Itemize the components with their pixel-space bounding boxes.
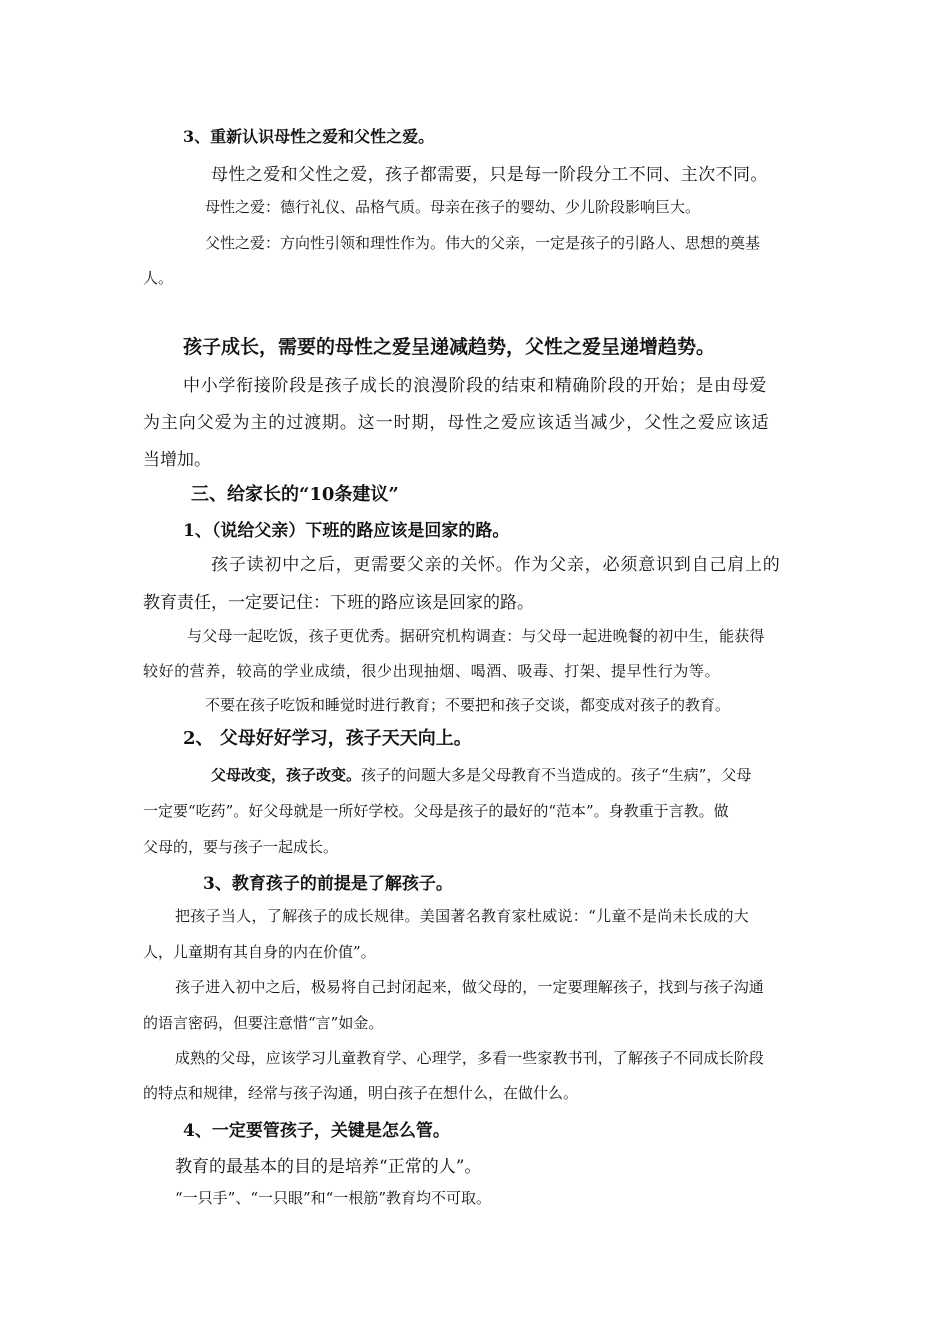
paragraph-love-needs: 母性之爱和父性之爱，孩子都需要，只是每一阶段分工不同、主次不同。 xyxy=(211,165,768,185)
suggestion-1-para3: 不要在孩子吃饭和睡觉时进行教育；不要把和孩子交谈，都变成对孩子的教育。 xyxy=(205,696,731,714)
suggestion-4-heading: 4、一定要管孩子，关键是怎么管。 xyxy=(183,1121,450,1141)
part-3-heading: 三、给家长的“10条建议” xyxy=(191,484,399,505)
suggestion-3-para3-line1: 成熟的父母，应该学习儿童教育学、心理学，多看一些家教书刊，了解孩子不同成长阶段 xyxy=(175,1049,764,1067)
suggestion-3-para3-line2: 的特点和规律，经常与孩子沟通，明白孩子在想什么，在做什么。 xyxy=(143,1084,579,1102)
suggestion-1-para1-line1: 孩子读初中之后，更需要父亲的关怀。作为父亲，必须意识到自己肩上的 xyxy=(211,555,781,575)
suggestion-4-para1: 教育的最基本的目的是培养“正常的人”。 xyxy=(175,1157,482,1177)
suggestion-2-para-line1 xyxy=(211,764,751,785)
paragraph-father-love-line2: 人。 xyxy=(143,269,174,287)
trend-paragraph-line2: 为主向父爱为主的过渡期。这一时期，母性之爱应该适当减少，父性之爱应该适 xyxy=(143,413,770,433)
trend-heading: 孩子成长，需要的母性之爱呈递减趋势，父性之爱呈递增趋势。 xyxy=(183,336,716,358)
suggestion-2-bold-lead: 父母改变，孩子改变。 xyxy=(211,766,362,784)
paragraph-mother-love: 母性之爱：德行礼仪、品格气质。母亲在孩子的婴幼、少儿阶段影响巨大。 xyxy=(205,198,701,216)
suggestion-1-para1-line2: 教育责任，一定要记住：下班的路应该是回家的路。 xyxy=(143,593,534,613)
suggestion-2-para-line1-rest: 孩子的问题大多是父母教育不当造成的。孩子“生病”，父母 xyxy=(361,766,752,784)
trend-paragraph-line3: 当增加。 xyxy=(143,450,211,470)
suggestion-3-para2-line1: 孩子进入初中之后，极易将自己封闭起来，做父母的，一定要理解孩子，找到与孩子沟通 xyxy=(175,978,764,996)
suggestion-2-para-line2: 一定要“吃药”。好父母就是一所好学校。父母是孩子的最好的“范本”。身教重于言教。做 xyxy=(143,802,729,820)
suggestion-4-para2: “一只手”、“一只眼”和“一根筋”教育均不可取。 xyxy=(175,1189,492,1207)
suggestion-2-heading: 2、 父母好好学习，孩子天天向上。 xyxy=(183,728,472,749)
suggestion-1-para2-line2: 较好的营养，较高的学业成绩，很少出现抽烟、喝酒、吸毒、打架、提早性行为等。 xyxy=(143,662,721,680)
suggestion-3-heading: 3、教育孩子的前提是了解孩子。 xyxy=(203,874,453,894)
suggestion-3-para1-line1: 把孩子当人，了解孩子的成长规律。美国著名教育家杜威说：“儿童不是尚未长成的大 xyxy=(175,907,750,925)
section-3-heading: 3、重新认识母性之爱和父性之爱。 xyxy=(183,127,435,146)
trend-paragraph-line1: 中小学衔接阶段是孩子成长的浪漫阶段的结束和精确阶段的开始；是由母爱 xyxy=(183,376,768,396)
suggestion-2-para-line3: 父母的，要与孩子一起成长。 xyxy=(143,838,339,856)
paragraph-father-love-line1: 父性之爱：方向性引领和理性作为。伟大的父亲，一定是孩子的引路人、思想的奠基 xyxy=(205,234,761,252)
suggestion-1-heading: 1、（说给父亲）下班的路应该是回家的路。 xyxy=(183,521,510,541)
suggestion-3-para1-line2: 人，儿童期有其自身的内在价值”。 xyxy=(143,943,376,961)
suggestion-3-para2-line2: 的语言密码，但要注意惜“言”如金。 xyxy=(143,1014,384,1032)
suggestion-1-para2-line1: 与父母一起吃饭，孩子更优秀。据研究机构调查：与父母一起进晚餐的初中生，能获得 xyxy=(187,627,765,645)
